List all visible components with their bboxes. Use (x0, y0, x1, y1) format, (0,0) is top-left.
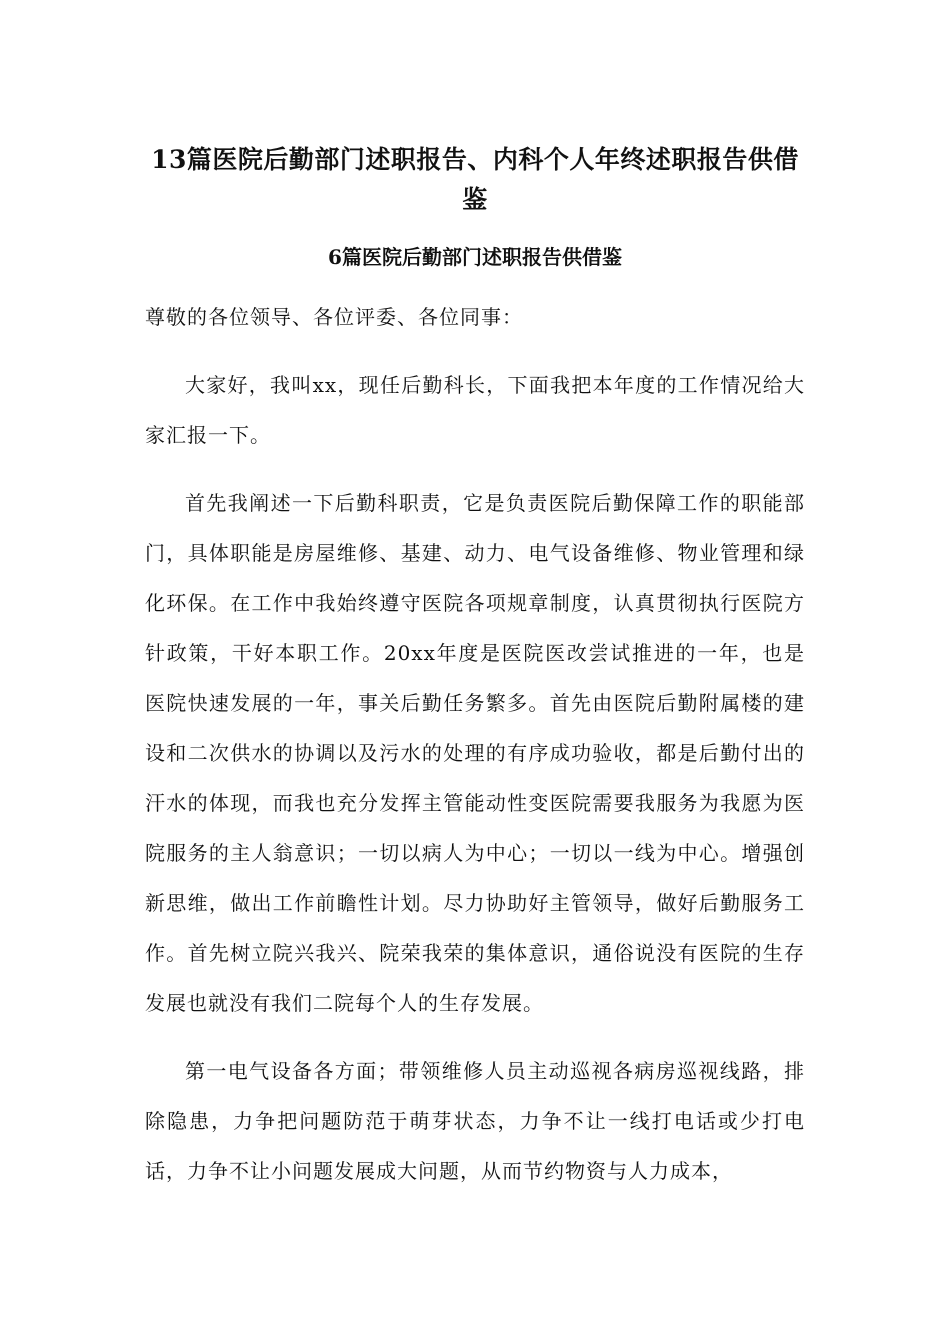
document-subtitle: 6篇医院后勤部门述职报告供借鉴 (328, 245, 622, 269)
salutation: 尊敬的各位领导、各位评委、各位同事： (145, 305, 523, 329)
paragraph-duties: 首先我阐述一下后勤科职责，它是负责医院后勤保障工作的职能部门，具体职能是房屋维修、基建、动力、电气设备维修、物业管理和绿化环保。在工作中我始终遵守医院各项规章制度，认真贯彻执行医院方针政策，干好本职工作。20xx年度是医院医改尝试推进的一年，也是医院快速发展的一年，事关后勤任务繁多。首先由医院后勤附属楼的建设和二次供水的协调以及污水的处理的有序成功验收，都是后勤付出的汗水的体现，而我也充分发挥主管能动性变医院需要我服务为我愿为医院服务的主人翁意识；一切以病人为中心；一切以一线为中心。增强创新思维，做出工作前瞻性计划。尽力协助好主管领导，做好后勤服务工作。首先树立院兴我兴、院荣我荣的集体意识，通俗说没有医院的生存发展也就没有我们二院每个人的生存发展。 (145, 491, 805, 1015)
paragraph-intro: 大家好，我叫xx，现任后勤科长，下面我把本年度的工作情况给大家汇报一下。 (145, 373, 805, 447)
document-page (145, 140, 805, 1196)
document-title: 13篇医院后勤部门述职报告、内科个人年终述职报告供借鉴 (151, 145, 799, 214)
paragraph-electrical: 第一电气设备各方面；带领维修人员主动巡视各病房巡视线路，排除隐患，力争把问题防范于萌芽状态，力争不让一线打电话或少打电话，力争不让小问题发展成大问题，从而节约物资与人力成本， (145, 1059, 805, 1183)
